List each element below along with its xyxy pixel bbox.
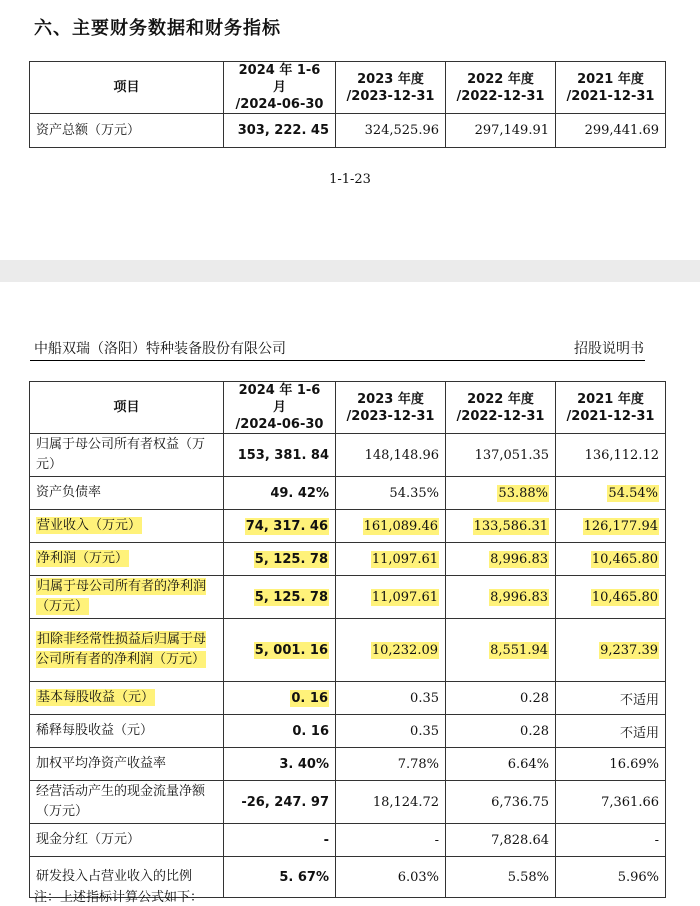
table-row: [30, 781, 666, 824]
cell-2023: [336, 619, 446, 682]
table-header-row: [30, 382, 666, 434]
cell-2023: -: [336, 824, 446, 857]
table-row: [30, 682, 666, 715]
row-label: 资产总额（万元）: [30, 114, 224, 148]
cell-2023: 18,124.72: [336, 781, 446, 824]
cell-2022: 5.58%: [446, 857, 556, 898]
cell-2024: 49. 42%: [224, 477, 336, 510]
highlight: 10,465.80: [591, 589, 658, 605]
col-header-2022: 2022 年度 /2022-12-31: [446, 382, 556, 434]
header-doc-type: 招股说明书: [574, 341, 644, 357]
col-header-2023: 2023 年度 /2023-12-31: [336, 382, 446, 434]
highlight: 5, 125. 78: [254, 551, 328, 567]
header-divider: [30, 360, 645, 361]
table-row: [30, 543, 666, 576]
cell-2023: 54.35%: [336, 477, 446, 510]
highlight: 10,465.80: [591, 551, 658, 567]
cell-2021: 不适用: [556, 715, 666, 748]
cell-2022: [446, 543, 556, 576]
page-top: [0, 0, 700, 260]
cell-2021: 299,441.69: [556, 114, 666, 148]
cell-2022: [446, 510, 556, 543]
section-title: 六、主要财务数据和财务指标: [34, 18, 281, 39]
highlight: 归属于母公司所有者的净利润（万元）: [36, 579, 207, 614]
table-row: [30, 576, 666, 619]
col-header-item: 项目: [30, 382, 224, 434]
page-number: 1-1-23: [329, 172, 371, 187]
highlight: 5, 001. 16: [254, 642, 328, 658]
header-company: 中船双瑞（洛阳）特种装备股份有限公司: [34, 341, 286, 357]
cell-2024: 153, 381. 84: [224, 434, 336, 477]
highlight: 9,237.39: [600, 642, 658, 658]
cell-2021: [556, 477, 666, 510]
cell-2021: [556, 543, 666, 576]
cell-2024: -26, 247. 97: [224, 781, 336, 824]
highlight: 53.88%: [498, 485, 548, 501]
cell-2023: 6.03%: [336, 857, 446, 898]
table-row: [30, 619, 666, 682]
row-label: 稀释每股收益（元）: [30, 715, 224, 748]
col-header-2022: 2022 年度 /2022-12-31: [446, 62, 556, 114]
cell-2023: 0.35: [336, 715, 446, 748]
page-gap: [0, 260, 700, 282]
cell-2021: 136,112.12: [556, 434, 666, 477]
footnote: 注：上述指标计算公式如下：: [34, 890, 204, 905]
table-row: [30, 477, 666, 510]
cell-2022: 0.28: [446, 715, 556, 748]
cell-2022: 6.64%: [446, 748, 556, 781]
row-label: 加权平均净资产收益率: [30, 748, 224, 781]
highlight: 11,097.61: [371, 551, 438, 567]
table-header-row: [30, 62, 666, 114]
cell-2022: 137,051.35: [446, 434, 556, 477]
table-financial-indicators: [29, 381, 666, 898]
cell-2024: [224, 682, 336, 715]
row-label: 资产负债率: [30, 477, 224, 510]
cell-2024: [224, 543, 336, 576]
cell-2023: 7.78%: [336, 748, 446, 781]
cell-2021: -: [556, 824, 666, 857]
table-row: [30, 114, 666, 148]
cell-2023: 148,148.96: [336, 434, 446, 477]
cell-2023: [336, 510, 446, 543]
cell-2021: 不适用: [556, 682, 666, 715]
cell-2021: [556, 576, 666, 619]
row-label: 研发投入占营业收入的比例: [30, 857, 224, 898]
cell-2024: 5. 67%: [224, 857, 336, 898]
cell-2022: [446, 477, 556, 510]
highlight: 54.54%: [608, 485, 658, 501]
cell-2023: 0.35: [336, 682, 446, 715]
cell-2021: 16.69%: [556, 748, 666, 781]
table-row: [30, 434, 666, 477]
col-header-item: 项目: [30, 62, 224, 114]
highlight: 营业收入（万元）: [37, 518, 142, 533]
highlight: 8,551.94: [490, 642, 548, 658]
highlight: 10,232.09: [371, 642, 438, 658]
cell-2021: 7,361.66: [556, 781, 666, 824]
table-row: [30, 715, 666, 748]
cell-2022: [446, 619, 556, 682]
table-row: [30, 824, 666, 857]
col-header-2024: 2024 年 1-6 月 /2024-06-30: [224, 62, 336, 114]
col-header-2024: 2024 年 1-6 月 /2024-06-30: [224, 382, 336, 434]
highlight: 5, 125. 78: [254, 589, 328, 605]
cell-2021: 5.96%: [556, 857, 666, 898]
cell-2024: [224, 576, 336, 619]
cell-2022: 0.28: [446, 682, 556, 715]
highlight: 8,996.83: [490, 589, 548, 605]
cell-2022: 6,736.75: [446, 781, 556, 824]
highlight: 74, 317. 46: [245, 518, 328, 534]
row-label: [30, 619, 224, 682]
highlight: 8,996.83: [490, 551, 548, 567]
cell-2022: 7,828.64: [446, 824, 556, 857]
cell-2024: 303, 222. 45: [224, 114, 336, 148]
cell-2022: 297,149.91: [446, 114, 556, 148]
row-label: [30, 510, 224, 543]
row-label: [30, 576, 224, 619]
row-label: 归属于母公司所有者权益（万元）: [30, 434, 224, 477]
highlight: 133,586.31: [473, 518, 548, 534]
table-row: [30, 748, 666, 781]
row-label: [30, 682, 224, 715]
cell-2022: [446, 576, 556, 619]
cell-2024: [224, 619, 336, 682]
col-header-2021: 2021 年度 /2021-12-31: [556, 382, 666, 434]
highlight: 扣除非经常性损益后归属于母公司所有者的净利润（万元）: [36, 632, 207, 667]
cell-2021: [556, 510, 666, 543]
highlight: 净利润（万元）: [37, 551, 129, 566]
cell-2023: [336, 576, 446, 619]
cell-2024: [224, 510, 336, 543]
highlight: 0. 16: [291, 690, 328, 706]
cell-2023: [336, 543, 446, 576]
highlight: 161,089.46: [363, 518, 438, 534]
cell-2021: [556, 619, 666, 682]
highlight: 11,097.61: [371, 589, 438, 605]
row-label: [30, 543, 224, 576]
row-label: 经营活动产生的现金流量净额（万元）: [30, 781, 224, 824]
row-label: 现金分红（万元）: [30, 824, 224, 857]
cell-2023: 324,525.96: [336, 114, 446, 148]
table-row: [30, 510, 666, 543]
page-bottom: [0, 282, 700, 906]
cell-2024: -: [224, 824, 336, 857]
highlight: 基本每股收益（元）: [37, 690, 155, 705]
cell-2024: 3. 40%: [224, 748, 336, 781]
table-total-assets: [29, 61, 666, 148]
col-header-2021: 2021 年度 /2021-12-31: [556, 62, 666, 114]
highlight: 126,177.94: [583, 518, 658, 534]
col-header-2023: 2023 年度 /2023-12-31: [336, 62, 446, 114]
cell-2024: 0. 16: [224, 715, 336, 748]
